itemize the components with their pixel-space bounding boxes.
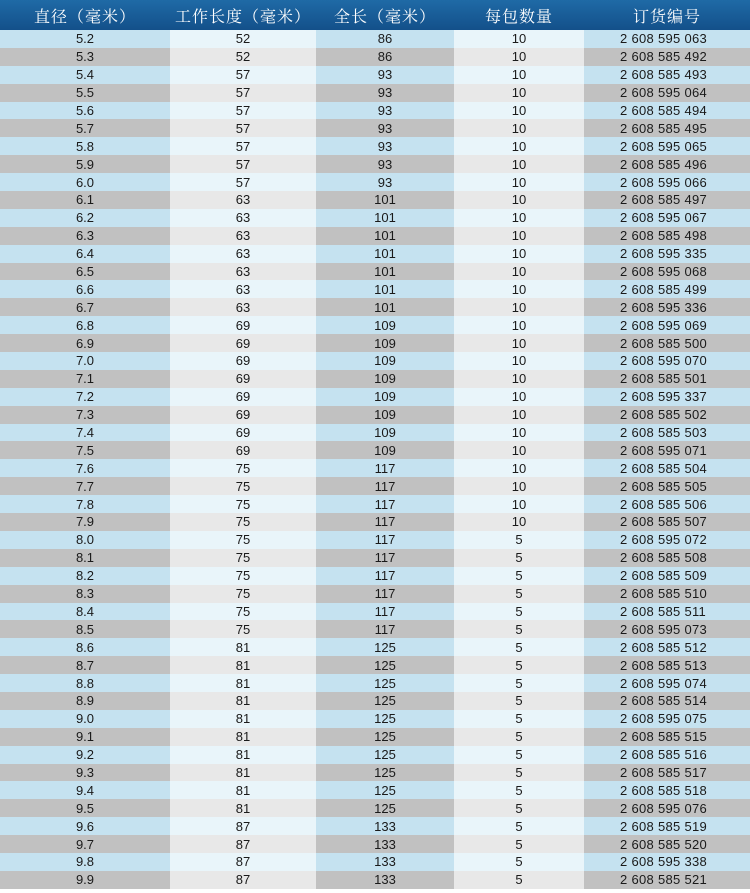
cell-order-number: 2 608 585 493 [584,66,750,84]
table-row [0,710,750,728]
cell-total-length: 125 [316,799,454,817]
cell-total-length: 93 [316,119,454,137]
cell-order-number: 2 608 585 508 [584,549,750,567]
cell-order-number: 2 608 585 507 [584,513,750,531]
table-row [0,48,750,66]
cell-diameter: 6.8 [0,316,170,334]
cell-diameter: 8.3 [0,585,170,603]
cell-pack-quantity: 10 [454,119,584,137]
cell-total-length: 109 [316,406,454,424]
cell-total-length: 117 [316,620,454,638]
cell-working-length: 57 [170,155,316,173]
table-row [0,549,750,567]
cell-working-length: 81 [170,638,316,656]
cell-diameter: 9.2 [0,746,170,764]
cell-total-length: 117 [316,603,454,621]
cell-order-number: 2 608 595 063 [584,30,750,48]
cell-pack-quantity: 10 [454,30,584,48]
cell-order-number: 2 608 595 335 [584,245,750,263]
cell-diameter: 9.5 [0,799,170,817]
cell-pack-quantity: 10 [454,298,584,316]
cell-working-length: 75 [170,495,316,513]
cell-diameter: 5.7 [0,119,170,137]
cell-total-length: 101 [316,245,454,263]
cell-working-length: 63 [170,280,316,298]
cell-total-length: 109 [316,441,454,459]
cell-total-length: 117 [316,495,454,513]
cell-total-length: 101 [316,209,454,227]
cell-total-length: 133 [316,835,454,853]
cell-pack-quantity: 5 [454,781,584,799]
table-row [0,638,750,656]
cell-pack-quantity: 10 [454,352,584,370]
table-row [0,102,750,120]
cell-diameter: 9.3 [0,764,170,782]
cell-total-length: 101 [316,280,454,298]
cell-order-number: 2 608 585 511 [584,603,750,621]
cell-diameter: 9.1 [0,728,170,746]
cell-total-length: 101 [316,191,454,209]
cell-order-number: 2 608 585 499 [584,280,750,298]
cell-diameter: 9.9 [0,871,170,889]
cell-working-length: 63 [170,245,316,263]
cell-diameter: 9.7 [0,835,170,853]
cell-order-number: 2 608 585 510 [584,585,750,603]
cell-working-length: 81 [170,764,316,782]
cell-working-length: 57 [170,102,316,120]
cell-diameter: 6.5 [0,263,170,281]
cell-pack-quantity: 5 [454,728,584,746]
table-row [0,495,750,513]
cell-diameter: 8.1 [0,549,170,567]
cell-order-number: 2 608 595 070 [584,352,750,370]
cell-total-length: 101 [316,227,454,245]
cell-total-length: 117 [316,585,454,603]
cell-diameter: 6.0 [0,173,170,191]
cell-total-length: 125 [316,764,454,782]
cell-diameter: 8.0 [0,531,170,549]
table-row [0,191,750,209]
cell-total-length: 125 [316,781,454,799]
table-row [0,799,750,817]
cell-diameter: 8.6 [0,638,170,656]
cell-diameter: 9.4 [0,781,170,799]
table-row [0,567,750,585]
cell-pack-quantity: 5 [454,692,584,710]
table-row [0,30,750,48]
table-row [0,280,750,298]
cell-pack-quantity: 5 [454,835,584,853]
cell-pack-quantity: 10 [454,370,584,388]
header-working-length: 工作长度（毫米） [174,6,311,26]
cell-pack-quantity: 10 [454,477,584,495]
cell-total-length: 86 [316,48,454,66]
cell-pack-quantity: 5 [454,620,584,638]
table-row [0,817,750,835]
cell-pack-quantity: 10 [454,280,584,298]
cell-total-length: 109 [316,352,454,370]
cell-order-number: 2 608 585 521 [584,871,750,889]
table-row [0,352,750,370]
cell-pack-quantity: 10 [454,137,584,155]
cell-working-length: 52 [170,48,316,66]
cell-pack-quantity: 10 [454,66,584,84]
cell-total-length: 125 [316,692,454,710]
cell-pack-quantity: 5 [454,746,584,764]
cell-total-length: 133 [316,871,454,889]
cell-pack-quantity: 5 [454,585,584,603]
cell-pack-quantity: 10 [454,406,584,424]
cell-pack-quantity: 5 [454,656,584,674]
table-row [0,388,750,406]
cell-total-length: 117 [316,477,454,495]
cell-working-length: 69 [170,352,316,370]
table-row [0,585,750,603]
cell-working-length: 81 [170,656,316,674]
cell-diameter: 7.7 [0,477,170,495]
cell-total-length: 86 [316,30,454,48]
cell-pack-quantity: 5 [454,531,584,549]
cell-working-length: 69 [170,334,316,352]
cell-pack-quantity: 10 [454,459,584,477]
cell-working-length: 52 [170,30,316,48]
cell-order-number: 2 608 585 497 [584,191,750,209]
cell-order-number: 2 608 595 076 [584,799,750,817]
cell-total-length: 117 [316,513,454,531]
cell-order-number: 2 608 595 337 [584,388,750,406]
cell-order-number: 2 608 585 520 [584,835,750,853]
cell-working-length: 75 [170,459,316,477]
cell-working-length: 81 [170,674,316,692]
table-row [0,674,750,692]
table-row [0,155,750,173]
cell-order-number: 2 608 595 073 [584,620,750,638]
cell-order-number: 2 608 585 514 [584,692,750,710]
cell-total-length: 125 [316,656,454,674]
cell-working-length: 63 [170,298,316,316]
cell-pack-quantity: 5 [454,603,584,621]
cell-order-number: 2 608 585 495 [584,119,750,137]
cell-pack-quantity: 5 [454,567,584,585]
cell-order-number: 2 608 595 066 [584,173,750,191]
cell-total-length: 117 [316,459,454,477]
cell-diameter: 5.8 [0,137,170,155]
cell-diameter: 8.2 [0,567,170,585]
cell-pack-quantity: 10 [454,334,584,352]
cell-total-length: 93 [316,137,454,155]
cell-diameter: 9.6 [0,817,170,835]
cell-order-number: 2 608 585 506 [584,495,750,513]
cell-working-length: 63 [170,209,316,227]
cell-order-number: 2 608 585 494 [584,102,750,120]
cell-total-length: 125 [316,638,454,656]
cell-order-number: 2 608 585 498 [584,227,750,245]
cell-order-number: 2 608 585 515 [584,728,750,746]
cell-diameter: 7.4 [0,424,170,442]
cell-order-number: 2 608 595 074 [584,674,750,692]
cell-order-number: 2 608 595 068 [584,263,750,281]
cell-order-number: 2 608 585 516 [584,746,750,764]
cell-working-length: 69 [170,388,316,406]
cell-pack-quantity: 5 [454,871,584,889]
cell-total-length: 125 [316,710,454,728]
cell-working-length: 81 [170,781,316,799]
table-row [0,603,750,621]
cell-pack-quantity: 10 [454,316,584,334]
cell-working-length: 69 [170,370,316,388]
cell-total-length: 101 [316,298,454,316]
cell-working-length: 57 [170,84,316,102]
cell-total-length: 109 [316,370,454,388]
cell-order-number: 2 608 585 501 [584,370,750,388]
cell-working-length: 75 [170,477,316,495]
cell-total-length: 117 [316,567,454,585]
table-row [0,764,750,782]
table-row [0,406,750,424]
cell-diameter: 7.2 [0,388,170,406]
cell-total-length: 133 [316,853,454,871]
cell-total-length: 109 [316,424,454,442]
cell-working-length: 57 [170,66,316,84]
table-row [0,620,750,638]
table-row [0,513,750,531]
table-row [0,531,750,549]
table-row [0,119,750,137]
table-row [0,370,750,388]
table-body [0,30,750,889]
table-row [0,477,750,495]
table-row [0,728,750,746]
cell-order-number: 2 608 585 504 [584,459,750,477]
table-row [0,424,750,442]
cell-diameter: 6.2 [0,209,170,227]
cell-diameter: 5.4 [0,66,170,84]
cell-diameter: 8.4 [0,603,170,621]
cell-working-length: 87 [170,817,316,835]
cell-order-number: 2 608 585 500 [584,334,750,352]
table-row [0,441,750,459]
cell-pack-quantity: 10 [454,191,584,209]
cell-pack-quantity: 5 [454,817,584,835]
cell-total-length: 117 [316,549,454,567]
cell-diameter: 6.7 [0,298,170,316]
cell-diameter: 7.6 [0,459,170,477]
cell-working-length: 57 [170,137,316,155]
cell-pack-quantity: 5 [454,853,584,871]
cell-total-length: 93 [316,173,454,191]
cell-working-length: 87 [170,853,316,871]
cell-pack-quantity: 10 [454,263,584,281]
cell-working-length: 69 [170,424,316,442]
cell-working-length: 75 [170,603,316,621]
cell-pack-quantity: 5 [454,638,584,656]
cell-diameter: 8.5 [0,620,170,638]
cell-working-length: 81 [170,728,316,746]
cell-pack-quantity: 5 [454,710,584,728]
table-row [0,84,750,102]
table-row [0,173,750,191]
header-total-length: 全长（毫米） [333,6,436,26]
cell-total-length: 109 [316,334,454,352]
cell-diameter: 8.8 [0,674,170,692]
cell-order-number: 2 608 595 071 [584,441,750,459]
table-row [0,835,750,853]
cell-order-number: 2 608 585 519 [584,817,750,835]
cell-working-length: 69 [170,441,316,459]
cell-working-length: 81 [170,710,316,728]
cell-total-length: 125 [316,728,454,746]
table-row [0,334,750,352]
cell-working-length: 63 [170,227,316,245]
cell-pack-quantity: 10 [454,209,584,227]
cell-working-length: 81 [170,799,316,817]
cell-order-number: 2 608 595 072 [584,531,750,549]
cell-total-length: 109 [316,316,454,334]
cell-pack-quantity: 10 [454,513,584,531]
header-order-number: 订货编号 [632,6,701,26]
table-row [0,459,750,477]
header-pack-quantity: 每包数量 [484,6,553,26]
cell-diameter: 6.6 [0,280,170,298]
cell-total-length: 109 [316,388,454,406]
cell-working-length: 81 [170,746,316,764]
cell-diameter: 5.6 [0,102,170,120]
cell-pack-quantity: 10 [454,155,584,173]
cell-order-number: 2 608 585 492 [584,48,750,66]
cell-working-length: 75 [170,549,316,567]
table-row [0,227,750,245]
cell-diameter: 6.1 [0,191,170,209]
cell-diameter: 5.5 [0,84,170,102]
cell-working-length: 75 [170,513,316,531]
cell-diameter: 5.9 [0,155,170,173]
cell-pack-quantity: 5 [454,799,584,817]
cell-working-length: 75 [170,567,316,585]
table-row [0,245,750,263]
cell-total-length: 101 [316,263,454,281]
table-row [0,656,750,674]
cell-total-length: 93 [316,84,454,102]
table-row [0,316,750,334]
cell-pack-quantity: 10 [454,495,584,513]
cell-total-length: 133 [316,817,454,835]
cell-order-number: 2 608 595 338 [584,853,750,871]
cell-pack-quantity: 10 [454,245,584,263]
cell-diameter: 6.9 [0,334,170,352]
cell-pack-quantity: 10 [454,227,584,245]
cell-working-length: 63 [170,263,316,281]
table-row [0,781,750,799]
cell-diameter: 7.9 [0,513,170,531]
cell-diameter: 5.2 [0,30,170,48]
cell-diameter: 7.0 [0,352,170,370]
cell-diameter: 7.1 [0,370,170,388]
cell-pack-quantity: 10 [454,84,584,102]
cell-total-length: 125 [316,746,454,764]
cell-order-number: 2 608 595 064 [584,84,750,102]
cell-total-length: 125 [316,674,454,692]
table-row [0,209,750,227]
cell-total-length: 93 [316,66,454,84]
header-diameter: 直径（毫米） [33,6,136,26]
cell-total-length: 93 [316,155,454,173]
cell-order-number: 2 608 595 075 [584,710,750,728]
cell-pack-quantity: 10 [454,424,584,442]
cell-working-length: 75 [170,585,316,603]
cell-diameter: 8.7 [0,656,170,674]
cell-working-length: 63 [170,191,316,209]
cell-working-length: 87 [170,871,316,889]
cell-pack-quantity: 5 [454,549,584,567]
cell-order-number: 2 608 585 509 [584,567,750,585]
cell-pack-quantity: 10 [454,102,584,120]
table-row [0,298,750,316]
cell-pack-quantity: 5 [454,674,584,692]
cell-order-number: 2 608 595 336 [584,298,750,316]
cell-working-length: 57 [170,173,316,191]
cell-working-length: 69 [170,316,316,334]
cell-order-number: 2 608 585 502 [584,406,750,424]
cell-order-number: 2 608 595 067 [584,209,750,227]
cell-diameter: 7.8 [0,495,170,513]
cell-order-number: 2 608 585 517 [584,764,750,782]
cell-working-length: 81 [170,692,316,710]
cell-diameter: 7.3 [0,406,170,424]
cell-working-length: 75 [170,620,316,638]
table-row [0,692,750,710]
table-row [0,263,750,281]
cell-diameter: 6.3 [0,227,170,245]
table-row [0,853,750,871]
cell-pack-quantity: 10 [454,441,584,459]
cell-diameter: 8.9 [0,692,170,710]
cell-pack-quantity: 10 [454,173,584,191]
cell-diameter: 9.8 [0,853,170,871]
cell-pack-quantity: 10 [454,388,584,406]
cell-order-number: 2 608 585 518 [584,781,750,799]
cell-diameter: 9.0 [0,710,170,728]
table-row [0,746,750,764]
cell-diameter: 7.5 [0,441,170,459]
cell-diameter: 5.3 [0,48,170,66]
cell-working-length: 75 [170,531,316,549]
table-header [0,0,750,30]
cell-working-length: 87 [170,835,316,853]
cell-order-number: 2 608 585 496 [584,155,750,173]
table-row [0,137,750,155]
table-row [0,66,750,84]
table-row [0,871,750,889]
cell-order-number: 2 608 585 505 [584,477,750,495]
cell-pack-quantity: 5 [454,764,584,782]
cell-order-number: 2 608 595 069 [584,316,750,334]
cell-diameter: 6.4 [0,245,170,263]
cell-order-number: 2 608 585 513 [584,656,750,674]
cell-total-length: 117 [316,531,454,549]
cell-working-length: 69 [170,406,316,424]
cell-order-number: 2 608 595 065 [584,137,750,155]
cell-order-number: 2 608 585 503 [584,424,750,442]
cell-working-length: 57 [170,119,316,137]
cell-order-number: 2 608 585 512 [584,638,750,656]
cell-pack-quantity: 10 [454,48,584,66]
cell-total-length: 93 [316,102,454,120]
